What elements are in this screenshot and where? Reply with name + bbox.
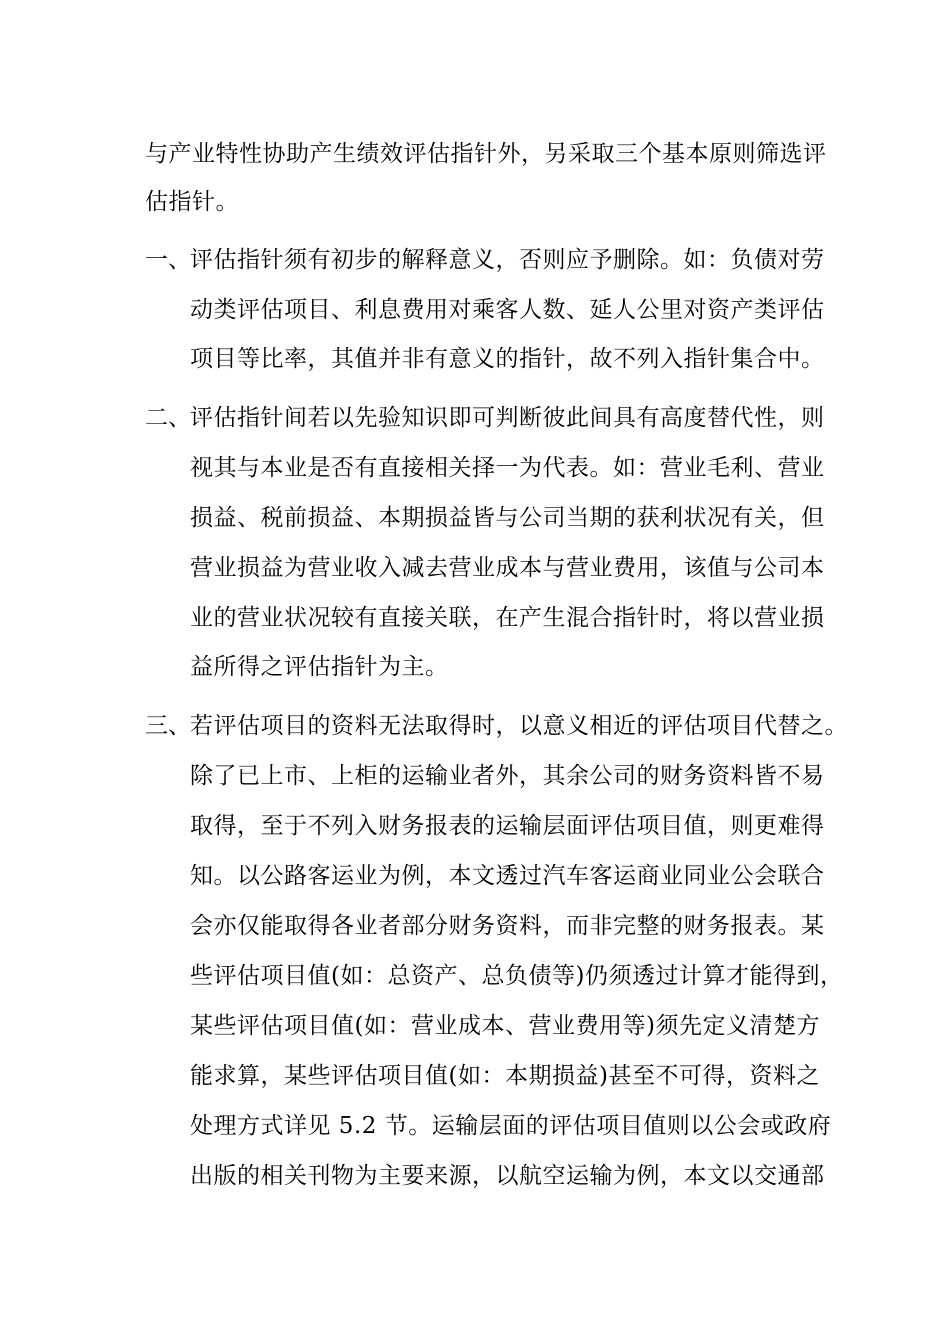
list-item-1-line: 动类评估项目、利息费用对乘客人数、延人公里对资产类评估 [190, 297, 825, 323]
list-marker-3: 三、 [145, 713, 191, 739]
list-item-3-line: 处理方式详见 5.2 节。运输层面的评估项目值则以公会或政府 [190, 1113, 832, 1139]
list-marker-1: 一、 [145, 247, 191, 273]
list-item-2-line: 益所得之评估指针为主。 [190, 654, 449, 680]
list-item-3-line: 出版的相关刊物为主要来源，以航空运输为例，本文以交通部 [190, 1163, 825, 1189]
list-item-2-line: 损益、税前损益、本期损益皆与公司当期的获利状况有关，但 [190, 505, 825, 531]
list-marker-2: 二、 [145, 405, 191, 431]
list-item-3-line: 取得，至于不列入财务报表的运输层面评估项目值，则更难得 [190, 813, 825, 839]
list-item-3-line: 些评估项目值(如：总资产、总负债等)仍须透过计算才能得到， [190, 963, 844, 989]
list-item-2-line: 视其与本业是否有直接相关择一为代表。如：营业毛利、营业 [190, 455, 825, 481]
list-item-3-line: 某些评估项目值(如：营业成本、营业费用等)须先定义清楚方 [190, 1013, 820, 1039]
list-item-1-line: 评估指针须有初步的解释意义，否则应予删除。如：负债对劳 [190, 247, 825, 273]
list-item-1-line: 项目等比率，其值并非有意义的指针，故不列入指针集合中。 [190, 346, 825, 372]
list-item-2-line: 营业损益为营业收入减去营业成本与营业费用，该值与公司本 [190, 555, 825, 581]
list-item-3-line: 能求算，某些评估项目值(如：本期损益)甚至不可得，资料之 [190, 1063, 820, 1089]
list-item-3-line: 除了已上市、上柜的运输业者外，其余公司的财务资料皆不易 [190, 763, 825, 789]
list-item-3-line: 会亦仅能取得各业者部分财务资料，而非完整的财务报表。某 [190, 913, 825, 939]
list-item-3-line: 若评估项目的资料无法取得时，以意义相近的评估项目代替之。 [190, 713, 848, 739]
intro-line: 估指针。 [145, 189, 239, 215]
intro-line: 与产业特性协助产生绩效评估指针外，另采取三个基本原则筛选评 [145, 141, 827, 167]
list-item-2-line: 业的营业状况较有直接关联，在产生混合指针时，将以营业损 [190, 605, 825, 631]
list-item-2-line: 评估指针间若以先验知识即可判断彼此间具有高度替代性，则 [190, 405, 825, 431]
list-item-3-line: 知。以公路客运业为例，本文透过汽车客运商业同业公会联合 [190, 863, 825, 889]
